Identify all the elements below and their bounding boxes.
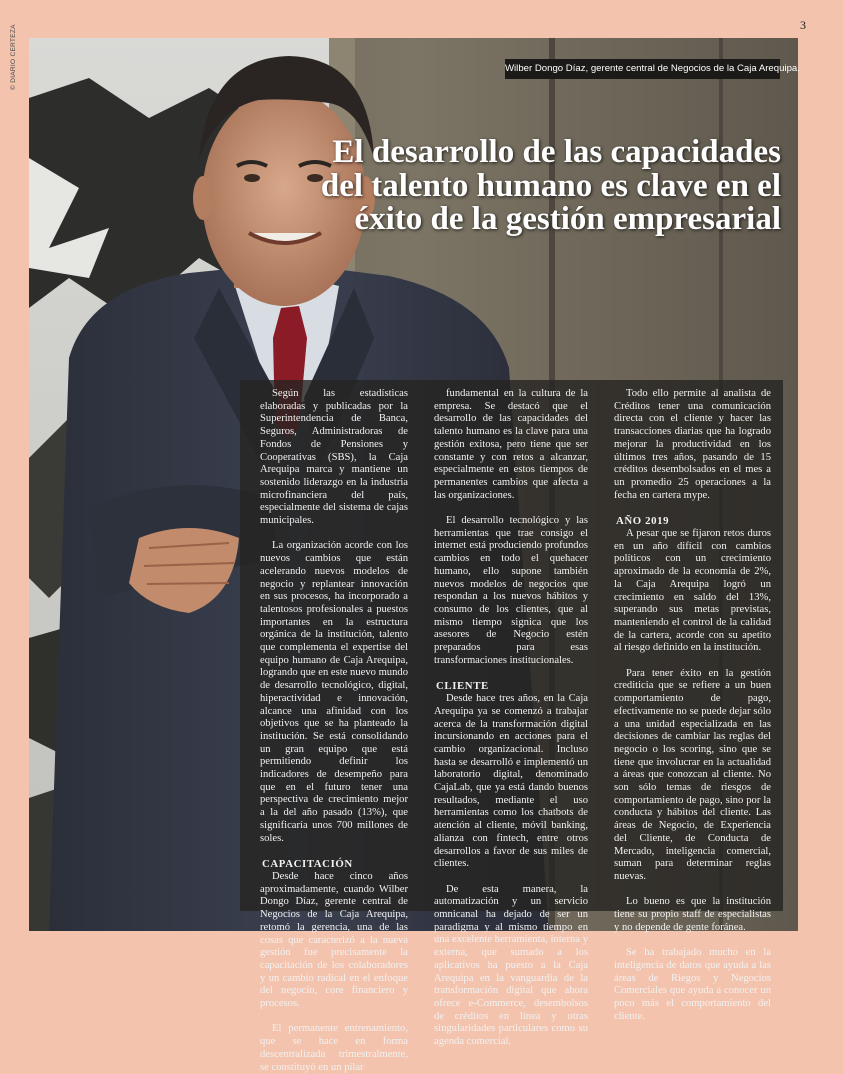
paragraph: Según las estadísticas elaboradas y publicadas por la Superintendencia de Banca, Seguros, Administradoras de Fondos de Pensiones y Cooperativas (SBS), la Caja Arequipa marca y mantiene un sostenido liderazgo en la industria microfinanciera del país, especialmente del sistema de cajas municipales. xyxy=(260,388,408,527)
article-column-1 xyxy=(240,380,420,1073)
section-heading-capacitacion: CAPACITACIÓN xyxy=(262,857,353,870)
photo-credit: © DIARIO CERTEZA xyxy=(10,24,17,90)
article-column-2 xyxy=(420,380,600,1048)
article-headline: El desarrollo de las capacidades del talento humano es clave en el éxito de la gestión empresarial xyxy=(320,134,781,237)
paragraph: fundamental en la cultura de la empresa. Se destacó que el desarrollo de las capacidades del talento humano es la clave para una gestión exitosa, pero tiene que ser constante y con retos a alcanzar, especialmente en estos tiempos de permanentes cambios que afecta a las organizaciones. xyxy=(434,388,588,501)
paragraph: El permanente entrenamiento, que se hace en forma descentralizada trimestralmente, se constituyó en un pilar xyxy=(260,1023,408,1073)
section-heading-ano-2019: AÑO 2019 xyxy=(616,515,670,528)
paragraph: Lo bueno es que la institución tiene su propio staff de especialistas y no depende de gente foránea. xyxy=(614,896,771,933)
paragraph: El desarrollo tecnológico y las herramientas que trae consigo el internet está produciendo profundos cambios en todo el quehacer humano, ello supone también nuevos modelos de negocios que respondan a los nuevos hábitos y consumo de los clientes, que al mismo tiempo signica que los asesores de Negocio estén preparados para esas transformaciones institucionales. xyxy=(434,515,588,666)
paragraph: Desde hace tres años, en la Caja Arequipa ya se comenzó a trabajar acerca de la transformación digital incursionando en acciones para el cambio organizacional. Incluso hasta se desarrolló e implementó un laboratorio digital, denominado CajaLab, que ya está dando buenos resultados, mediante el uso herramientas como los chatbots de atención al cliente, móvil banking, alianza con fintech, entre otros desarrollos a favor de sus miles de clientes. xyxy=(434,693,588,870)
section-heading-cliente: CLIENTE xyxy=(436,680,489,693)
paragraph: Todo ello permite al analista de Créditos tener una comunicación directa con el cliente y hacer las transacciones diarias que ha logrado mejorar la productividad en los últimos tres años, pasando de 15 créditos desembolsados en el mes a un promedio 25 operaciones a la fecha en cartera mype. xyxy=(614,388,771,501)
paragraph: Se ha trabajado mucho en la inteligencia de datos que ayuda a las áreas de Riegos y Negocios Comerciales que ayuda a conocer un poco más el comportamiento del cliente. xyxy=(614,947,771,1022)
paragraph: De esta manera, la automatización y un servicio omnicanal ha dejado de ser un paradigma y al mismo tiempo en una excelente herramienta, interna y externa, que sumado a los aplicativos ha puesto a la Caja Arequipa en la vanguardia de la transformación digital que ahora ofrece e-Commerce, desembolsos de créditos en línea y otras singularidades particulares como su agenda comercial. xyxy=(434,883,588,1048)
paragraph: Desde hace cinco años aproximadamente, cuando Wilber Dongo Díaz, gerente central de Negocios de la Caja Arequipa, retomó la gerencia, una de las cosas que caracterizó a la nueva gestión fue precisamente la capacitación de los colaboradores y un cambio radical en el enfoque del negocio, core financiero y procesos. xyxy=(260,870,408,1010)
paragraph: A pesar que se fijaron retos duros en un año difícil con cambios políticos con un crecimiento aproximado de la economía de 2%, la Caja Arequipa logró un crecimiento en saldo del 13%, superando sus metas previstas, manteniendo el control de la calidad de la cartera, acorde con su apetito al riesgo definido en la institución. xyxy=(614,528,771,654)
page-number: 3 xyxy=(800,18,806,32)
photo-caption: Wilber Dongo Díaz, gerente central de Negocios de la Caja Arequipa. xyxy=(505,59,780,79)
paragraph: Para tener éxito en la gestión crediticia que se refiere a un buen comportamiento de pago, efectivamente no se puede dejar sólo a una unidad especializada en las decisiones de cambiar las reglas del negocio o los scoring, sino que se tiene que involucrar en la actualidad a áreas que conozcan al cliente. No son sólo temas de riesgos de comportamiento de pago, sino por la conducta y hábitos del cliente. Las áreas de Negocio, de Experiencia del Cliente, de Conducta de Mercado, inteligencia comercial, suman para determinar reglas nuevas. xyxy=(614,667,771,882)
paragraph: La organización acorde con los nuevos cambios que están acelerando nuevos modelos de negocio y replantear innovación en sus procesos, ha incorporado a talentosos profesionales a puestos importantes en la estructura orgánica de la institución, talento que complementa el expertise del equipo humano de Caja Arequipa, logrando que en este nuevo mundo de desarrollo tecnológico, digital, hiperactividad e innovación, alcance una afinidad con los objetivos que se ha planteado la institución. Se está consolidando un gran equipo que está permitiendo definir los indicadores de desempeño para que en el futuro tener una perspectiva de crecimiento mejor a la del año pasado (13%), que significaría unos 700 millones de soles. xyxy=(260,540,408,844)
article-column-3 xyxy=(600,380,783,1022)
